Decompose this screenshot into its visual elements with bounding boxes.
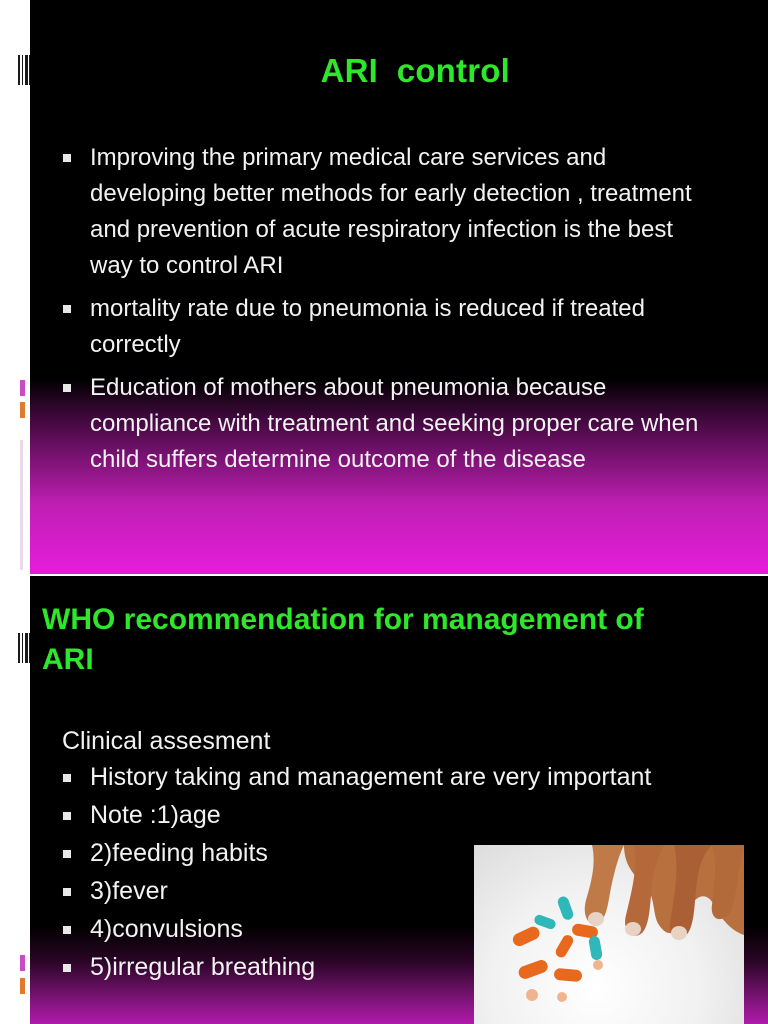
list-item: 2)feeding habits (60, 838, 700, 868)
list-item: Improving the primary medical care services and developing better methods for early detection , treatment and prevention of acute respiratory infection is the best way to control ARI (60, 140, 710, 284)
margin-tick-icon (20, 955, 25, 971)
margin-line-icon (20, 440, 23, 570)
list-item: History taking and management are very important (60, 762, 700, 792)
list-item: mortality rate due to pneumonia is reduced if treated correctly (60, 291, 710, 363)
list-item: Education of mothers about pneumonia because compliance with treatment and seeking proper care when child suffers determine outcome of the disease (60, 370, 710, 478)
slide-1-bullet-list (60, 140, 710, 485)
margin-tick-icon (20, 978, 25, 994)
slide-2-title: WHO recommendation for management of ARI (42, 603, 644, 676)
list-item: Note :1)age (60, 800, 700, 830)
margin-tick-icon (20, 380, 25, 396)
slide-2-subheading: Clinical assesment (62, 727, 271, 755)
slide-1-title: ARI control (320, 52, 510, 89)
list-item: 4)convulsions (60, 914, 700, 944)
pills-illustration-icon (474, 845, 744, 1024)
hand-with-pills-image (474, 845, 744, 1024)
margin-bar-icon (18, 633, 30, 663)
hand-icon (585, 845, 744, 940)
list-item: 3)fever (60, 876, 700, 906)
list-item: 5)irregular breathing (60, 952, 700, 982)
left-margin (0, 0, 30, 1024)
margin-tick-icon (20, 402, 25, 418)
